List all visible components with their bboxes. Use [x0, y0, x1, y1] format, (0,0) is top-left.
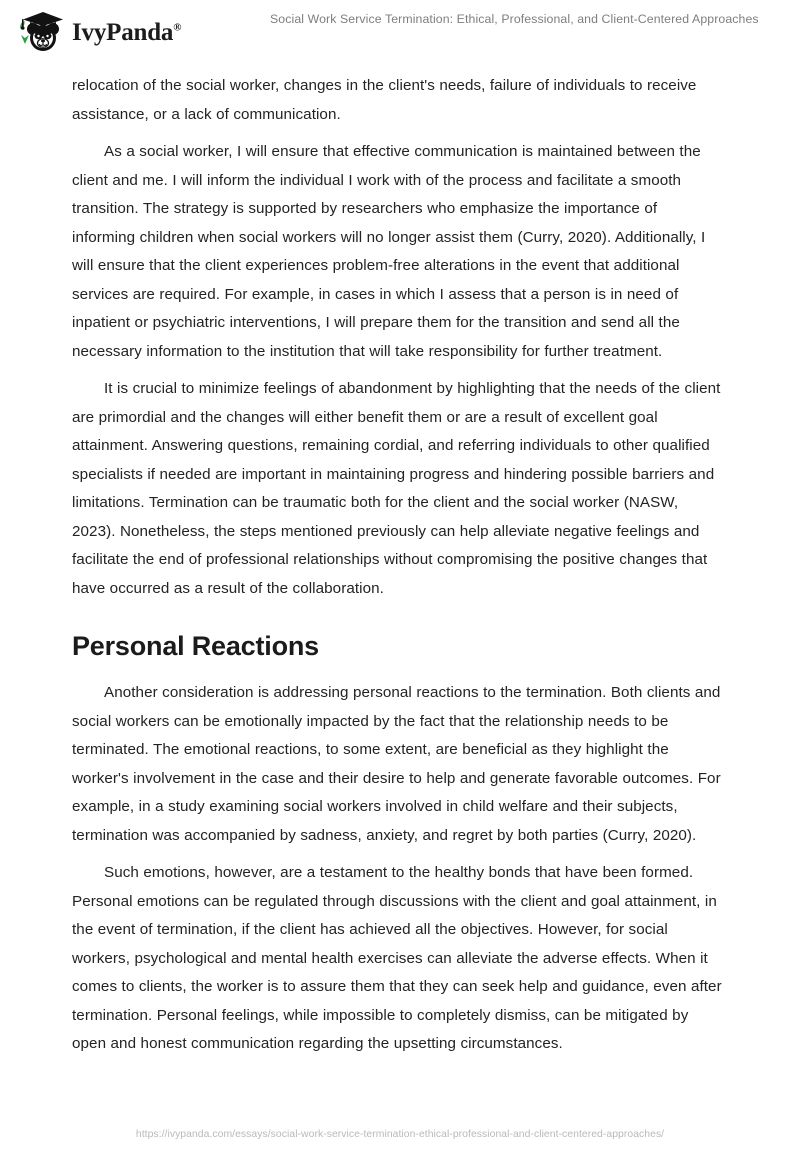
paragraph-effective-communication: As a social worker, I will ensure that effective communication is maintained between the client and me. I will inform the individual I work with of the process and facilitate a smooth transition. The strategy is supported by researchers who emphasize the importance of informing children when social workers will no longer assist them (Curry, 2020). Additionally, I will ensure that the client experiences problem-free alterations in the event that additional services are required. For example, in cases in which I assess that a person is in need of inpatient or psychiatric interventions, I will prepare them for the transition and send all the necessary information to the institution that will take responsibility for further treatment. — [72, 143, 706, 360]
document-title-header: Social Work Service Termination: Ethical, Professional, and Client-Centered Approaches — [270, 12, 759, 26]
panda-graduate-logo-icon — [14, 9, 64, 55]
document-body — [72, 72, 723, 1068]
page-footer — [0, 1124, 800, 1142]
paragraph-relocation: relocation of the social worker, changes in the client's needs, failure of individuals to receive assistance, or a lack of communication. — [72, 77, 697, 123]
footer-source-url[interactable]: https://ivypanda.com/essays/social-work-service-termination-ethical-professional-and-client-centered-approaches/ — [135, 1129, 665, 1140]
brand-name-text — [72, 20, 181, 45]
paragraph-such-emotions: Such emotions, however, are a testament to the healthy bonds that have been formed. Personal emotions can be regulated through discussions with the client and goal attainment, in the event of termination, if the client has achieved all the objectives. However, for social workers, psychological and mental health exercises can alleviate the adverse effects. When it comes to clients, the worker is to assure them that they can seek help and guidance, even after termination. Personal feelings, while impossible to completely dismiss, can be mitigated by open and honest communication regarding the upsetting circumstances. — [72, 864, 722, 1053]
page-header — [0, 0, 800, 60]
section-heading-personal-reactions: Personal Reactions — [72, 631, 319, 661]
paragraph-another-consideration: Another consideration is addressing personal reactions to the termination. Both clients and social workers can be emotionally impacted by the fact that the relationship needs to be terminated. The emotional reactions, to some extent, are beneficial as they highlight the worker's involvement in the case and their desire to help and generate favorable outcomes. For example, in a study examining social workers involved in child welfare and their subjects, termination was accompanied by sadness, anxiety, and regret by both parties (Curry, 2020). — [72, 684, 721, 844]
brand-logo[interactable] — [14, 9, 181, 55]
brand-name-label: IvyPanda — [72, 18, 174, 46]
paragraph-minimize-abandonment: It is crucial to minimize feelings of abandonment by highlighting that the needs of the client are primordial and the changes will either benefit them or are a result of excellent goal attainment. Answering questions, remaining cordial, and referring individuals to other qualified specialists if needed are important in maintaining progress and hindering possible barriers and limitations. Termination can be traumatic both for the client and the social worker (NASW, 2023). Nonetheless, the steps mentioned previously can help alleviate negative feelings and facilitate the end of professional relationships without compromising the positive changes that have occurred as a result of the collaboration. — [72, 380, 721, 597]
registered-mark-icon: ® — [173, 21, 182, 34]
